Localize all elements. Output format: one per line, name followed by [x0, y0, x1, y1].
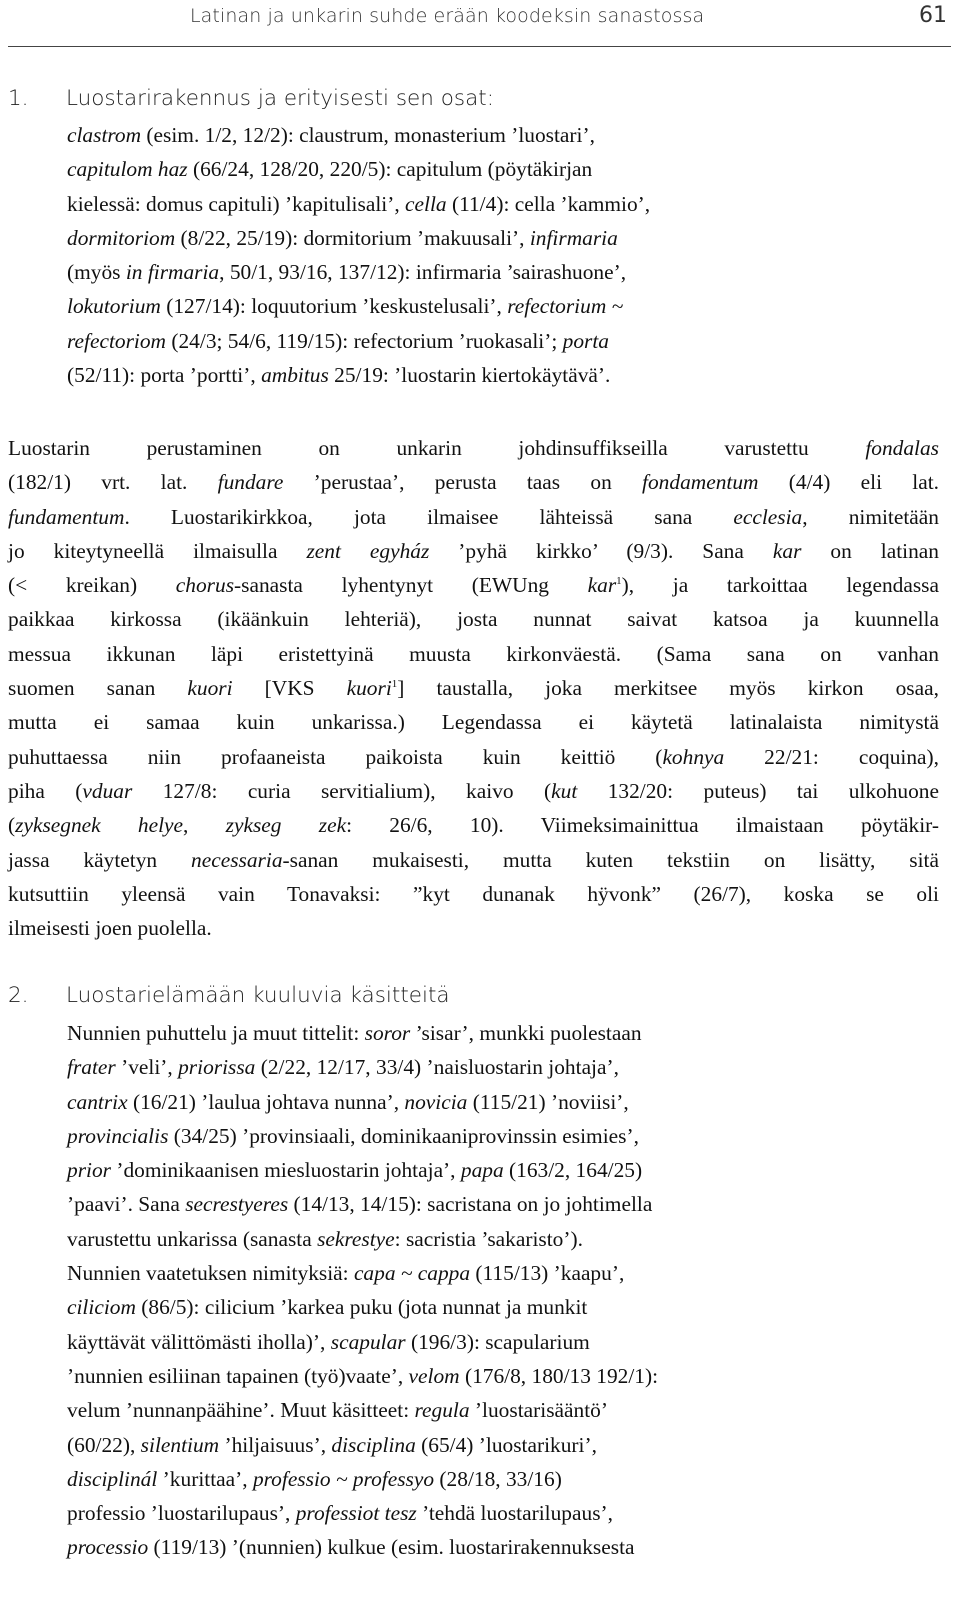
text-line: [67, 152, 650, 186]
text-run: (119/13) ’(nunnien) kulkue (esim. luostarirakennuksesta: [148, 1535, 635, 1560]
text-run: -sanasta lyhentynyt (EWUng: [234, 573, 588, 598]
section-title: Luostarirakennus ja erityisesti sen osat:: [66, 86, 494, 111]
italic-term: capitulom haz: [67, 157, 188, 182]
text-line: [8, 671, 939, 705]
italic-term: lokutorium: [67, 294, 161, 319]
italic-term: ambitus: [261, 363, 329, 388]
text-run: (66/24, 128/20, 220/5): capitulum (pöytäkirjan: [187, 157, 593, 182]
text-line: [67, 358, 650, 392]
italic-term: capa ~ cappa: [353, 1261, 471, 1286]
text-line: [67, 255, 650, 289]
section-number: 2.: [8, 983, 29, 1008]
section-2-body: [67, 1016, 658, 1565]
text-run: 127/8: curia servitialium), kaivo (: [132, 778, 552, 803]
italic-term: professiot tesz: [295, 1501, 417, 1526]
text-run: ilmeisesti joen puolella.: [8, 916, 212, 941]
text-line: [8, 877, 939, 911]
text-run: ’tehdä luostarilupaus’,: [416, 1501, 613, 1526]
italic-term: cella: [405, 191, 447, 216]
text-line: [8, 911, 939, 945]
text-run: puhuttaessa niin profaaneista paikoista kuin keittiö (: [8, 744, 663, 769]
text-line: [8, 568, 939, 602]
italic-term: provincialis: [67, 1123, 169, 1148]
text-line: [67, 1187, 658, 1221]
italic-term: professio ~ professyo: [252, 1466, 435, 1491]
italic-term: infirmaria: [529, 225, 618, 250]
text-line: [67, 1119, 658, 1153]
italic-term: kuori: [346, 676, 392, 701]
italic-term: ecclesia: [733, 504, 803, 529]
section-heading-1: [8, 86, 494, 111]
italic-term: kar: [587, 573, 617, 598]
text-run: paikkaa kirkossa (ikäänkuin lehteriä), josta nunnat saivat katsoa ja kuunnella: [8, 607, 939, 632]
text-run: 132/20: puteus) tai ulkohuone: [577, 778, 939, 803]
italic-term: disciplina: [331, 1432, 416, 1457]
text-line: [67, 187, 650, 221]
text-run: kielessä: domus capituli) ’kapitulisali’,: [67, 191, 406, 216]
text-run: (86/5): cilicium ’karkea puku (jota nunnat ja munkit: [135, 1295, 588, 1320]
text-run: ’sisar’, munkki puolestaan: [410, 1021, 642, 1045]
section-number: 1.: [8, 86, 29, 111]
italic-term: soror: [364, 1021, 411, 1045]
text-run: velum ’nunnanpäähine’. Muut käsitteet:: [67, 1398, 415, 1423]
italic-term: ciliciom: [67, 1295, 136, 1320]
text-line: [67, 221, 650, 255]
italic-term: velom: [408, 1363, 460, 1388]
italic-term: in firmaria: [125, 260, 220, 285]
italic-term: kar: [772, 538, 802, 563]
text-line: [67, 1290, 658, 1324]
text-run: (8/22, 25/19): dormitorium ’makuusali’,: [175, 225, 530, 250]
text-line: [67, 1256, 658, 1290]
text-run: ’dominikaanisen miesluostarin johtaja’,: [110, 1158, 461, 1183]
italic-term: zent egyház: [306, 538, 430, 563]
body-paragraph: [8, 431, 939, 945]
text-line: [67, 1325, 658, 1359]
text-line: [8, 774, 939, 808]
running-head: [0, 0, 960, 50]
text-run: ’nunnien esiliinan tapainen (työ)vaate’,: [67, 1363, 409, 1388]
text-run: (196/3): scapularium: [405, 1329, 590, 1354]
text-run: professio ’luostarilupaus’,: [67, 1501, 296, 1526]
section-1-body: [67, 118, 650, 392]
text-line: [8, 534, 939, 568]
text-run: jassa käytetyn: [8, 847, 192, 872]
text-run: . Luostarikirkkoa, jota ilmaisee lähteissä sana: [124, 504, 734, 529]
text-run: ’pyhä kirkko’ (9/3). Sana: [429, 538, 773, 563]
text-run: ), ja tarkoittaa legendassa: [621, 573, 939, 598]
italic-term: fundamentum: [8, 504, 125, 529]
italic-term: kut: [551, 778, 578, 803]
text-run: -sanan mukaisesti, mutta kuten tekstiin on lisätty, sitä: [282, 847, 939, 872]
text-run: (182/1) vrt. lat.: [8, 470, 218, 495]
italic-term: refectoriom: [67, 328, 167, 353]
text-run: ’perustaa’, perusta taas on: [283, 470, 643, 495]
superscript: 1: [391, 678, 398, 691]
text-line: [8, 431, 939, 465]
italic-term: clastrom: [67, 123, 142, 147]
italic-term: novicia: [404, 1089, 468, 1114]
text-run: (65/4) ’luostarikuri’,: [415, 1432, 597, 1457]
text-run: (esim. 1/2, 12/2): claustrum, monasterium ’luostari’,: [141, 123, 595, 147]
section-title: Luostarielämään kuuluvia käsitteitä: [66, 983, 450, 1008]
text-run: (28/18, 33/16): [434, 1466, 562, 1491]
running-title: Latinan ja unkarin suhde erään koodeksin sanastossa: [190, 5, 705, 27]
italic-term: kohnya: [662, 744, 725, 769]
text-line: [67, 1530, 658, 1564]
text-run: suomen sanan: [8, 676, 188, 701]
text-run: ] taustalla, joka merkitsee myös kirkon osaa,: [397, 676, 939, 701]
text-run: (34/25) ’provinsiaali, dominikaaniprovinssin esimies’,: [168, 1123, 639, 1148]
italic-term: secrestyeres: [185, 1192, 289, 1217]
text-run: (4/4) eli lat.: [758, 470, 940, 495]
text-run: käyttävät välittömästi iholla)’,: [67, 1329, 331, 1354]
text-run: varustettu unkarissa (sanasta: [67, 1226, 318, 1251]
page-number: 61: [919, 3, 947, 28]
text-run: ’veli’,: [115, 1055, 179, 1080]
text-run: (52/11): porta ’portti’,: [67, 363, 262, 388]
text-run: 22/21: coquina),: [724, 744, 940, 769]
italic-term: silentium: [140, 1432, 220, 1457]
text-run: ’hiljaisuus’,: [219, 1432, 332, 1457]
text-line: [8, 705, 939, 739]
text-run: piha (: [8, 778, 83, 803]
italic-term: disciplinál: [67, 1466, 158, 1491]
text-line: [67, 1496, 658, 1530]
text-line: [67, 1428, 658, 1462]
text-run: (24/3; 54/6, 119/15): refectorium ’ruokasali’;: [166, 328, 563, 353]
italic-term: frater: [67, 1055, 116, 1080]
text-run: ,: [183, 813, 226, 838]
superscript: 1: [616, 575, 622, 588]
text-line: [67, 1085, 658, 1119]
italic-term: dormitoriom: [67, 225, 176, 250]
italic-term: chorus: [175, 573, 235, 598]
text-run: (16/21) ’laulua johtava nunna’,: [127, 1089, 405, 1114]
italic-term: fondalas: [865, 436, 939, 460]
italic-term: vduar: [82, 778, 133, 803]
text-line: [67, 118, 650, 152]
text-line: [67, 324, 650, 358]
italic-term: zykseg zek: [225, 813, 347, 838]
text-run: (127/14): loquutorium ’keskustelusali’,: [160, 294, 508, 319]
text-run: (: [8, 813, 16, 838]
text-run: ’luostarisääntö’: [469, 1398, 608, 1423]
text-run: (115/13) ’kaapu’,: [470, 1261, 625, 1286]
text-run: kutsuttiin yleensä vain Tonavaksi: ”kyt dunanak hÿvonk” (26/7), koska se oli: [8, 881, 939, 906]
italic-term: zyksegnek helye: [15, 813, 184, 838]
italic-term: scapular: [330, 1329, 406, 1354]
text-line: [8, 808, 939, 842]
text-line: [8, 637, 939, 671]
text-run: jo kiteytyneellä ilmaisulla: [8, 538, 307, 563]
text-run: (176/8, 180/13 192/1):: [459, 1363, 659, 1388]
italic-term: kuori: [187, 676, 233, 701]
text-run: , 50/1, 93/16, 137/12): infirmaria ’sairashuone’,: [219, 260, 627, 285]
italic-term: porta: [562, 328, 609, 353]
text-line: [8, 500, 939, 534]
italic-term: papa: [460, 1158, 504, 1183]
text-run: (myös: [67, 260, 126, 285]
section-heading-2: [8, 983, 450, 1008]
text-run: 25/19: ’luostarin kiertokäytävä’.: [328, 363, 611, 388]
text-run: (< kreikan): [8, 573, 176, 598]
text-run: (11/4): cella ’kammio’,: [446, 191, 651, 216]
text-line: [67, 1153, 658, 1187]
italic-term: necessaria: [191, 847, 283, 872]
text-run: [VKS: [232, 676, 347, 701]
italic-term: processio: [67, 1535, 149, 1560]
text-run: , nimitetään: [802, 504, 939, 529]
text-line: [67, 1359, 658, 1393]
text-line: [67, 1393, 658, 1427]
header-divider: [8, 46, 951, 47]
text-run: (163/2, 164/25): [503, 1158, 643, 1183]
italic-term: priorissa: [178, 1055, 256, 1080]
text-run: ’kurittaa’,: [157, 1466, 253, 1491]
text-line: [67, 1462, 658, 1496]
text-run: (2/22, 12/17, 33/4) ’naisluostarin johtaja’,: [255, 1055, 619, 1080]
text-run: : 26/6, 10). Viimeksimainittua ilmaistaan pöytäkir-: [346, 813, 940, 838]
italic-term: cantrix: [67, 1089, 128, 1114]
text-line: [67, 1222, 658, 1256]
italic-term: fundare: [217, 470, 284, 495]
text-run: on latinan: [801, 538, 939, 563]
italic-term: sekrestye: [317, 1226, 395, 1251]
text-line: [8, 602, 939, 636]
text-run: Nunnien vaatetuksen nimityksiä:: [67, 1261, 354, 1286]
text-run: : sacristia ’sakaristo’).: [394, 1226, 583, 1251]
text-run: (115/21) ’noviisi’,: [467, 1089, 629, 1114]
text-line: [8, 740, 939, 774]
italic-term: prior: [67, 1158, 111, 1183]
italic-term: regula: [414, 1398, 470, 1423]
text-line: [8, 843, 939, 877]
italic-term: fondamentum: [642, 470, 759, 495]
italic-term: refectorium ~: [507, 294, 624, 319]
text-line: [67, 1016, 658, 1050]
text-run: (60/22),: [67, 1432, 141, 1457]
text-run: Luostarin perustaminen on unkarin johdinsuffikseilla varustettu: [8, 436, 866, 460]
text-run: (14/13, 14/15): sacristana on jo johtimella: [288, 1192, 653, 1217]
text-run: messua ikkunan läpi eristettyinä muusta kirkonväestä. (Sama sana on vanhan: [8, 641, 939, 666]
text-run: Nunnien puhuttelu ja muut tittelit:: [67, 1021, 365, 1045]
text-run: mutta ei samaa kuin unkarissa.) Legendassa ei käytetä latinalaista nimitystä: [8, 710, 939, 735]
text-line: [67, 1050, 658, 1084]
text-line: [67, 289, 650, 323]
text-line: [8, 465, 939, 499]
text-run: ’paavi’. Sana: [67, 1192, 186, 1217]
